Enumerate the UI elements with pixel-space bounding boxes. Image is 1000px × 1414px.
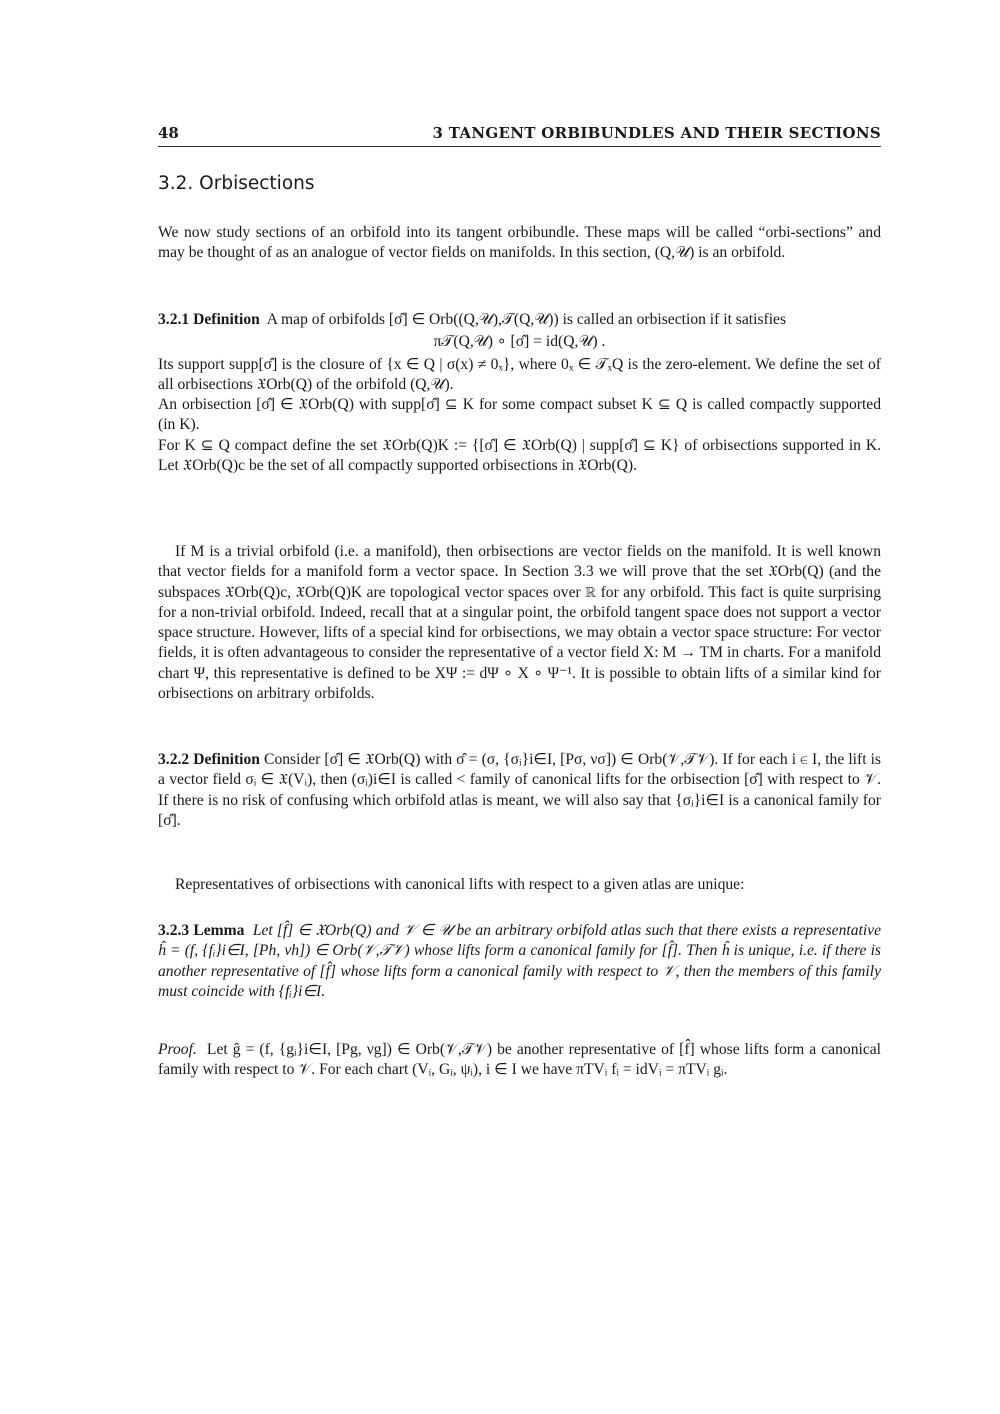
chapter-title: 3 TANGENT ORBIBUNDLES AND THEIR SECTIONS [432, 124, 881, 142]
page-number: 48 [158, 124, 179, 142]
definition-label: 3.2.2 Definition [158, 751, 260, 768]
definition-label: 3.2.1 Definition [158, 311, 260, 328]
definition-3-2-1 [158, 310, 881, 476]
definition-compact: An orbisection [σ̂] ∈ 𝔛Orb(Q) with supp[σ̂] ⊆ K for some compact subset K ⊆ Q is called compactly supported (in K). [158, 396, 881, 434]
proof-text: Let ĝ = (f, {gᵢ}i∈I, [Pg, νg]) ∈ Orb(𝒱,𝒯𝒱) be another representative of [f̂] whose lifts form a canonical family with respect to 𝒱. For each chart (Vᵢ, Gᵢ, ψᵢ), i ∈ I we have πTVᵢ fᵢ = idVᵢ = πTVᵢ gᵢ. [158, 1041, 881, 1079]
definition-text: Consider [σ̂] ∈ 𝔛Orb(Q) with σ̂ = (σ, {σᵢ}i∈I, [Pσ, νσ]) ∈ Orb(𝒱,𝒯𝒱). If for each i ∈ I, the lift is a vector field σᵢ ∈ 𝔛(Vᵢ), then (σᵢ)i∈I is called < family of canonical lifts for the orbisection [σ̂] with respect to 𝒱. If there is no risk of confusing which orbifold atlas is meant, we will also say that {σᵢ}i∈I is a canonical family for [σ̂]. [158, 751, 881, 829]
section-title: 3.2. Orbisections [158, 173, 315, 194]
proof [158, 1040, 881, 1081]
proof-label: Proof. [158, 1041, 197, 1058]
definition-set: For K ⊆ Q compact define the set 𝔛Orb(Q)K := {[σ̂] ∈ 𝔛Orb(Q) | supp[σ̂] ⊆ K} of orbisections supported in K. Let 𝔛Orb(Q)c be the set of all compactly supported orbisections in 𝔛Orb(Q). [158, 436, 881, 475]
uniqueness-paragraph: Representatives of orbisections with canonical lifts with respect to a given atlas are unique: [175, 876, 745, 893]
lemma-3-2-3 [158, 921, 881, 1002]
definition-support: Its support supp[σ̂] is the closure of {x ∈ Q | σ(x) ≠ 0ₓ}, where 0ₓ ∈ 𝒯ₓQ is the zero-element. We define the set of all orbisections 𝔛Orb(Q) of the orbifold (Q,𝒰). [158, 355, 881, 393]
definition-3-2-2 [158, 750, 881, 831]
running-header [158, 124, 881, 147]
lemma-text: Let [f̂] ∈ 𝔛Orb(Q) and 𝒱 ∈ 𝒰 be an arbitrary orbifold atlas such that there exists a representative ĥ = (f, {fᵢ}i∈I, [Ph, νh]) ∈ Orb(𝒱,𝒯𝒱) whose lifts form a canonical family for [f̂]. Then ĥ is unique, i.e. if there is another representative of [f̂] whose lifts form a canonical family with respect to 𝒱, then the members of this family must coincide with {fᵢ}i∈I. [158, 922, 882, 1000]
definition-text: A map of orbifolds [σ̂] ∈ Orb((Q,𝒰),𝒯(Q,𝒰)) is called an orbisection if it satisfies [266, 311, 787, 328]
intro-paragraph: We now study sections of an orbifold into its tangent orbibundle. These maps will be called “orbi-sections” and may be thought of as an analogue of vector fields on manifolds. In this section, (Q,𝒰) is an orbifold. [158, 224, 881, 262]
vector-field-paragraph: If M is a trivial orbifold (i.e. a manifold), then orbisections are vector fields on the manifold. It is well known that vector fields for a manifold form a vector space. In Section 3.3 we will prove that the set 𝔛Orb(Q) (and the subspaces 𝔛Orb(Q)c, 𝔛Orb(Q)K are topological vector spaces over ℝ for any orbifold. This fact is quite surprising for a non-trivial orbifold. Indeed, recall that at a singular point, the orbifold tangent space does not support a vector space structure. However, lifts of a special kind for orbisections, we may obtain a vector space structure: For vector fields, it is often advantageous to consider the representative of a vector field X: M → TM in charts. For a manifold chart Ψ, this representative is defined to be XΨ := dΨ ∘ X ∘ Ψ⁻¹. It is possible to obtain lifts of a similar kind for orbisections on arbitrary orbifolds. [158, 543, 881, 703]
lemma-label: 3.2.3 Lemma [158, 922, 245, 939]
definition-formula: π𝒯(Q,𝒰) ∘ [σ̂] = id(Q,𝒰) . [433, 333, 606, 351]
